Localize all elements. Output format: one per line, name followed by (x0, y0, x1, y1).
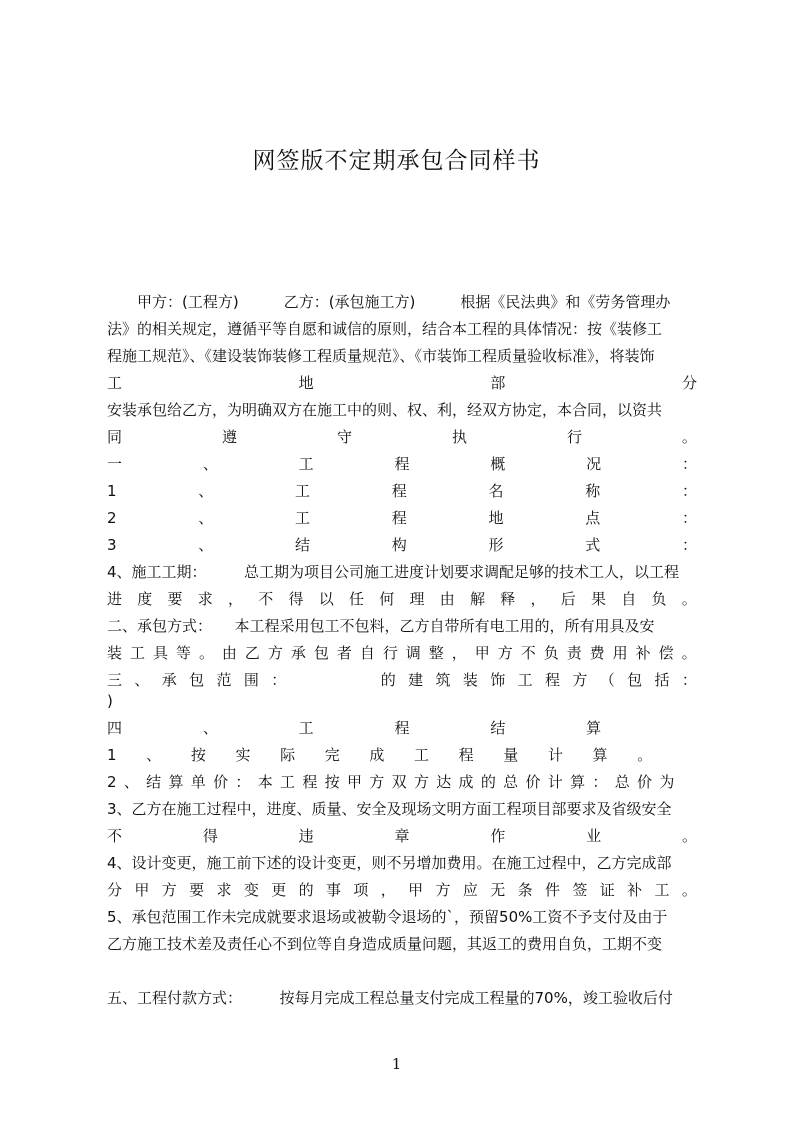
justified-char: 、 (198, 482, 214, 500)
justified-char: 工 (517, 671, 533, 689)
paragraph-line: 法》的相关规定，遵循平等自愿和诚信的原则，结合本工程的具体情况：按《装修工 (107, 320, 663, 338)
justified-char: 遵 (221, 428, 237, 446)
justified-char: 。 (637, 746, 653, 764)
section-heading: 二、承包方式： 本工程采用包工不包料，乙方自带所有电工用的，所有用具及安 (107, 617, 655, 635)
justified-char: ： (271, 671, 287, 689)
justified-char: 守 (336, 428, 352, 446)
justified-char: 行 (382, 644, 398, 662)
paragraph-line: 甲方：(工程方) 乙方：(承包施工方) 根据《民法典》和《劳务管理办 (107, 293, 671, 311)
justified-char: 程 (394, 455, 410, 473)
justified-char: ： (681, 455, 697, 473)
justified-char: 围 (243, 671, 259, 689)
paragraph-line: ) (107, 692, 113, 710)
justified-char: 具 (152, 644, 168, 662)
paragraph-line: 3、乙方在施工过程中，进度、质量、安全及现场文明方面工程项目部要求及省级安全 (107, 800, 672, 818)
justified-char: 自 (621, 590, 637, 608)
justified-char: 方 (413, 773, 429, 791)
justified-char: 程 (391, 482, 407, 500)
paragraph-line (107, 425, 697, 449)
justified-char: 分 (681, 374, 697, 392)
justified-char: 、 (198, 509, 214, 527)
justified-char: 包 (189, 671, 205, 689)
justified-char: 、 (146, 746, 162, 764)
justified-char: 工 (298, 455, 314, 473)
justified-char: 后 (560, 590, 576, 608)
justified-char: ， (228, 590, 244, 608)
justified-char: 、 (123, 773, 139, 791)
justified-char: 自 (359, 644, 375, 662)
justified-char: 甲 (408, 881, 424, 899)
justified-char: 2 (107, 509, 117, 527)
justified-char: 、 (202, 455, 218, 473)
justified-char: 地 (298, 374, 314, 392)
justified-char: 更 (271, 881, 287, 899)
justified-char: 事 (326, 881, 342, 899)
justified-char: 件 (545, 881, 561, 899)
justified-char: 方 (161, 881, 177, 899)
justified-char: 承 (290, 644, 306, 662)
justified-char: ， (451, 644, 467, 662)
justified-char: 分 (107, 881, 123, 899)
paragraph-line (107, 743, 697, 767)
justified-char: 释 (500, 590, 516, 608)
justified-char: 整 (428, 644, 444, 662)
justified-char: 构 (391, 536, 407, 554)
justified-char: 业 (586, 827, 602, 845)
justified-char: 甲 (346, 773, 362, 791)
justified-char: 任 (349, 590, 365, 608)
justified-char: 计 (547, 746, 563, 764)
justified-char: 程 (391, 509, 407, 527)
justified-char: 算 (168, 773, 184, 791)
justified-char: 条 (517, 881, 533, 899)
justified-char: 为 (659, 773, 675, 791)
justified-char: 执 (451, 428, 467, 446)
justified-char: 饰 (490, 671, 506, 689)
justified-char: 达 (436, 773, 452, 791)
justified-char: 程 (458, 746, 474, 764)
justified-char: 度 (137, 590, 153, 608)
justified-char: 工 (654, 881, 670, 899)
justified-char: 得 (288, 590, 304, 608)
justified-char: ： (681, 509, 697, 527)
justified-char: 、 (134, 671, 150, 689)
justified-char: 的 (380, 671, 396, 689)
justified-char: 算 (570, 773, 586, 791)
paragraph-line (107, 587, 697, 611)
justified-char: 式 (585, 536, 601, 554)
justified-char: 地 (488, 509, 504, 527)
justified-char: 。 (681, 590, 697, 608)
justified-char: 结 (295, 536, 311, 554)
justified-char: 方 (267, 644, 283, 662)
justified-char: 负 (651, 590, 667, 608)
justified-char: 2 (107, 773, 117, 791)
justified-char: 等 (175, 644, 191, 662)
justified-char: 果 (591, 590, 607, 608)
justified-char: 要 (189, 881, 205, 899)
justified-char: 算 (586, 719, 602, 737)
justified-char: 一 (107, 455, 123, 473)
justified-char: 括 (654, 671, 670, 689)
justified-char: ， (380, 881, 396, 899)
justified-char: 签 (572, 881, 588, 899)
justified-char: 应 (462, 881, 478, 899)
justified-char: 算 (592, 746, 608, 764)
justified-char: 负 (543, 644, 559, 662)
justified-char: 不 (520, 644, 536, 662)
justified-char: 证 (599, 881, 615, 899)
justified-char: 量 (503, 746, 519, 764)
justified-char: ： (235, 773, 251, 791)
paragraph-line (107, 770, 697, 794)
justified-char: 的 (480, 773, 496, 791)
justified-char: 价 (213, 773, 229, 791)
justified-char: 补 (627, 881, 643, 899)
justified-char: 包 (313, 644, 329, 662)
justified-char: 由 (221, 644, 237, 662)
justified-char: 概 (490, 455, 506, 473)
justified-char: 不 (258, 590, 274, 608)
justified-char: 况 (586, 455, 602, 473)
justified-char: 用 (612, 644, 628, 662)
section-heading (107, 452, 697, 476)
justified-char: 程 (394, 719, 410, 737)
justified-char: 成 (458, 773, 474, 791)
justified-char: 进 (107, 590, 123, 608)
paragraph-line (107, 506, 697, 530)
justified-char: 甲 (134, 881, 150, 899)
paragraph-line: 4、设计变更，施工前下述的设计变更，则不另增加费用。在施工过程中，乙方完成部 (107, 854, 672, 872)
paragraph-line: 4、施工工期： 总工期为项目公司施工进度计划要求调配足够的技术工人，以工程 (107, 563, 680, 581)
justified-char (682, 743, 697, 767)
section-heading: 五、工程付款方式： 按每月完成工程总量支付完成工程量的70%，竣工验收后付 (107, 989, 673, 1007)
justified-char: 部 (490, 374, 506, 392)
justified-char: 按 (324, 773, 340, 791)
justified-char: 方 (435, 881, 451, 899)
justified-char: 工 (107, 374, 123, 392)
paragraph-line (107, 371, 697, 395)
justified-char: 变 (243, 881, 259, 899)
justified-char: 行 (566, 428, 582, 446)
justified-char: 1 (107, 746, 117, 764)
justified-char: 总 (614, 773, 630, 791)
justified-char: 。 (198, 644, 214, 662)
paragraph-line (107, 479, 697, 503)
justified-char: 1 (107, 482, 117, 500)
paragraph-line (107, 641, 697, 665)
justified-char: 理 (409, 590, 425, 608)
justified-char: 建 (408, 671, 424, 689)
justified-char: ： (681, 671, 697, 689)
justified-char: 包 (627, 671, 643, 689)
justified-char: 无 (490, 881, 506, 899)
justified-char (682, 716, 697, 740)
justified-char: 方 (497, 644, 513, 662)
justified-char: ， (530, 590, 546, 608)
justified-char: 装 (462, 671, 478, 689)
paragraph-line: 程施工规范》、《建设装饰装修工程质量规范》、《市装饰工程质量验收标准》，将装饰 (107, 347, 655, 365)
justified-char: 、 (198, 536, 214, 554)
justified-char: 形 (488, 536, 504, 554)
justified-char: 工 (280, 773, 296, 791)
justified-char: 四 (107, 719, 123, 737)
justified-char: 承 (161, 671, 177, 689)
justified-char: 偿 (658, 644, 674, 662)
justified-char: 甲 (474, 644, 490, 662)
justified-char: 方 (369, 773, 385, 791)
justified-char: 。 (681, 827, 697, 845)
justified-char: 双 (391, 773, 407, 791)
justified-char: ： (681, 482, 697, 500)
justified-char: 何 (379, 590, 395, 608)
justified-char: 工 (414, 746, 430, 764)
justified-char: ： (592, 773, 608, 791)
justified-char: 项 (353, 881, 369, 899)
justified-char: 不 (107, 827, 123, 845)
justified-char: 。 (681, 881, 697, 899)
justified-char: 解 (470, 590, 486, 608)
justified-char: 方 (572, 671, 588, 689)
justified-char: 单 (190, 773, 206, 791)
justified-char: 补 (635, 644, 651, 662)
justified-char: 程 (545, 671, 561, 689)
justified-char: 费 (589, 644, 605, 662)
paragraph-line: 安装承包给乙方，为明确双方在施工中的则、权、利，经双方协定，本合同，以资共 (107, 401, 663, 419)
justified-char: 筑 (435, 671, 451, 689)
justified-char: 际 (280, 746, 296, 764)
justified-char: 调 (405, 644, 421, 662)
justified-char: 范 (216, 671, 232, 689)
justified-char: 的 (298, 881, 314, 899)
justified-char: 称 (585, 482, 601, 500)
justified-char: 工 (295, 482, 311, 500)
justified-char: 总 (503, 773, 519, 791)
justified-char: 价 (525, 773, 541, 791)
justified-char: ： (681, 536, 697, 554)
justified-char: 实 (235, 746, 251, 764)
justified-char: 按 (190, 746, 206, 764)
paragraph-line (107, 533, 697, 557)
paragraph-line: 乙方施工技术差及责任心不到位等自身造成质量问题，其返工的费用自负，工期不变 (107, 935, 663, 953)
justified-char: 作 (490, 827, 506, 845)
justified-char: 由 (439, 590, 455, 608)
justified-char: 3 (107, 536, 117, 554)
paragraph-line: 5、承包范围工作未完成就要求退场或被勒令退场的`，预留50%工资不予支付及由于 (107, 908, 668, 926)
justified-char: 责 (566, 644, 582, 662)
justified-char: （ (599, 671, 615, 689)
justified-char: 点 (585, 509, 601, 527)
justified-char: 工 (295, 509, 311, 527)
justified-char: 得 (202, 827, 218, 845)
justified-char: 计 (547, 773, 563, 791)
page-title: 网签版不定期承包合同样书 (252, 148, 541, 174)
justified-char: 以 (318, 590, 334, 608)
justified-char: 。 (681, 644, 697, 662)
section-heading (107, 716, 697, 740)
justified-char: 完 (324, 746, 340, 764)
justified-char: 结 (146, 773, 162, 791)
justified-char: 求 (197, 590, 213, 608)
justified-char: 工 (298, 719, 314, 737)
paragraph-line (107, 878, 697, 902)
justified-char: 成 (369, 746, 385, 764)
justified-char: 本 (257, 773, 273, 791)
justified-char: 同 (107, 428, 123, 446)
justified-char: 程 (302, 773, 318, 791)
justified-char: 装 (107, 644, 123, 662)
justified-char: 价 (637, 773, 653, 791)
paragraph-line (107, 824, 697, 848)
justified-char: 三 (107, 671, 123, 689)
justified-char: 名 (488, 482, 504, 500)
justified-char: 乙 (244, 644, 260, 662)
justified-char: 结 (490, 719, 506, 737)
justified-char: 。 (681, 428, 697, 446)
page-number: 1 (391, 1055, 402, 1073)
justified-char: 工 (129, 644, 145, 662)
justified-char: 违 (298, 827, 314, 845)
justified-char: 求 (216, 881, 232, 899)
justified-char: 、 (202, 719, 218, 737)
justified-char: 要 (167, 590, 183, 608)
justified-char: 者 (336, 644, 352, 662)
justified-char (682, 770, 697, 794)
justified-char: 章 (394, 827, 410, 845)
